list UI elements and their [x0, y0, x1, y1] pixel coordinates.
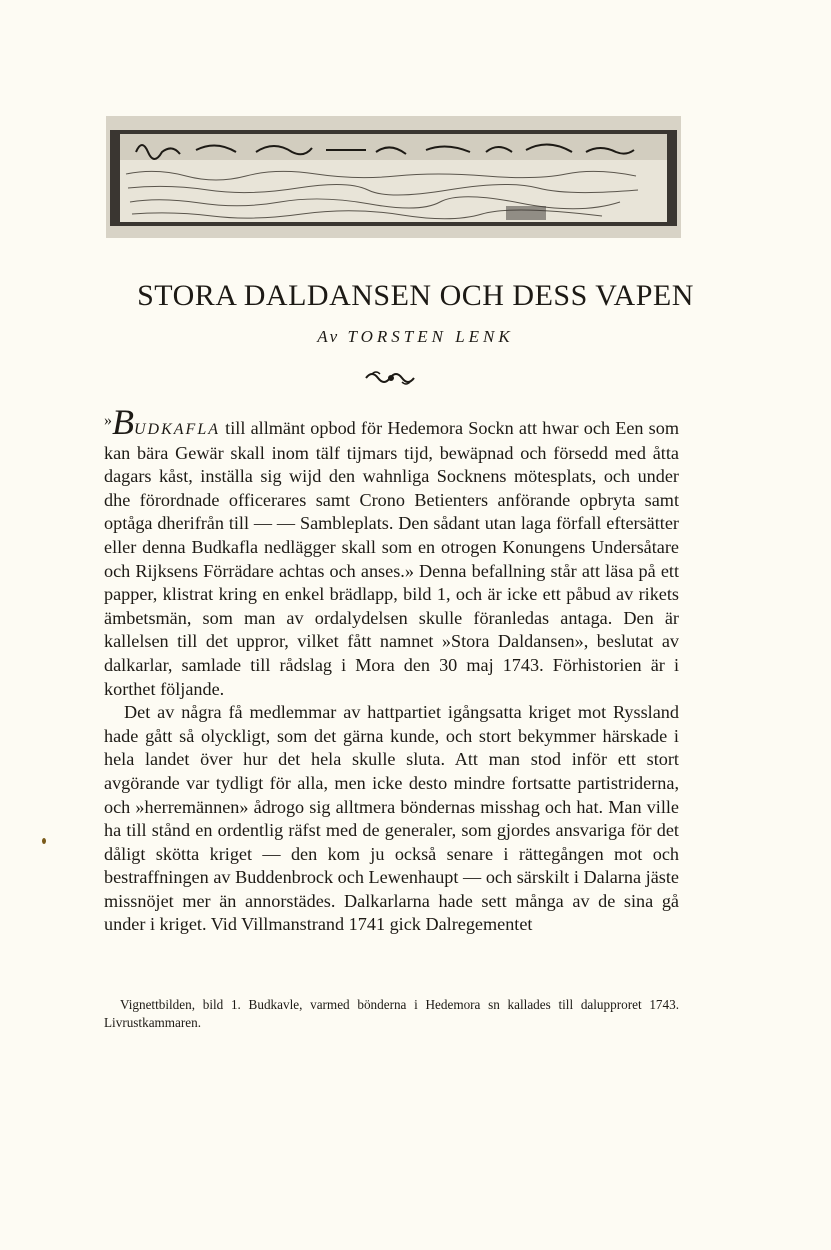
- byline: [0, 327, 831, 347]
- ornament-icon: [364, 370, 418, 386]
- article-body: [104, 402, 679, 937]
- byline-prefix: Av: [317, 327, 341, 346]
- article-title: STORA DALDANSEN OCH DESS VAPEN: [137, 279, 694, 312]
- drop-cap: B: [112, 402, 134, 442]
- caption-text: Vignettbilden, bild 1. Budkavle, varmed bönderna i Hedemora sn kallades till dalupproret 1743. Livrustkammaren.: [104, 997, 679, 1030]
- paragraph-1: [104, 402, 679, 701]
- budkavle-illustration: [106, 116, 681, 238]
- figure-caption: [104, 996, 679, 1032]
- lead-quote-mark: »: [104, 412, 112, 429]
- paragraph-2: Det av några få medlemmar av hattpartiet igångsatta kriget mot Ryssland hade gått så olyckligt, som det gärna kunde, och stort bekymmer härskade i hela landet över hur det hela skulle sluta. Att man stod inför ett stort avgörande var tydligt för alla, men icke desto mindre fortsatte partistriderna, och »herremännen» ådrogo sig alltmera böndernas misshag och hat. Man ville ha till stånd en ordentlig räfst med de generaler, som gjordes ansvariga för det dåligt skötta kriget — den kom ju också senare i rättegången mot och bestraffningen av Buddenbrock och Lewenhaupt — och särskilt i Dalarna jäste missnöjet mer än annorstädes. Dalkarlarna hade sett många av de sina gå under i kriget. Vid Villmanstrand 1741 gick Dalregementet: [104, 702, 679, 935]
- lead-word: UDKAFLA: [134, 421, 220, 438]
- margin-speck: [42, 838, 46, 844]
- author-name: TORSTEN LENK: [347, 327, 514, 346]
- paragraph-1-text: till allmänt opbod för Hedemora Sockn att hwar och Een som kan bära Gewär skall inom tälf tijmars tijd, bewäpnad och försedd med åtta dagars kåst, inställa sig wijd den wahnliga Socknens mötesplats, och under dhe förordnade officerares samt Crono Betienters anförande opbryta samt optåga dherifrån till — — Sambleplats. Den sådant utan laga förfall eftersätter eller denna Budkafla nedlägger skall som en otrogen Konungens Undersåtare och Rijksens Förrädare achtas och anses.» Denna befallning står att läsa på ett papper, klistrat kring en enkel brädlapp, bild 1, och är icke ett påbud av rikets ämbetsmän, som man av ordalydelsen skulle föranledas antaga. Den är kallelsen till det uppror, vilket fått namnet »Stora Daldansen», beslutat av dalkarlar, samlade till rådslag i Mora den 30 maj 1743. Förhistorien är i korthet följande.: [104, 418, 679, 699]
- budkavle-photo: [106, 116, 681, 238]
